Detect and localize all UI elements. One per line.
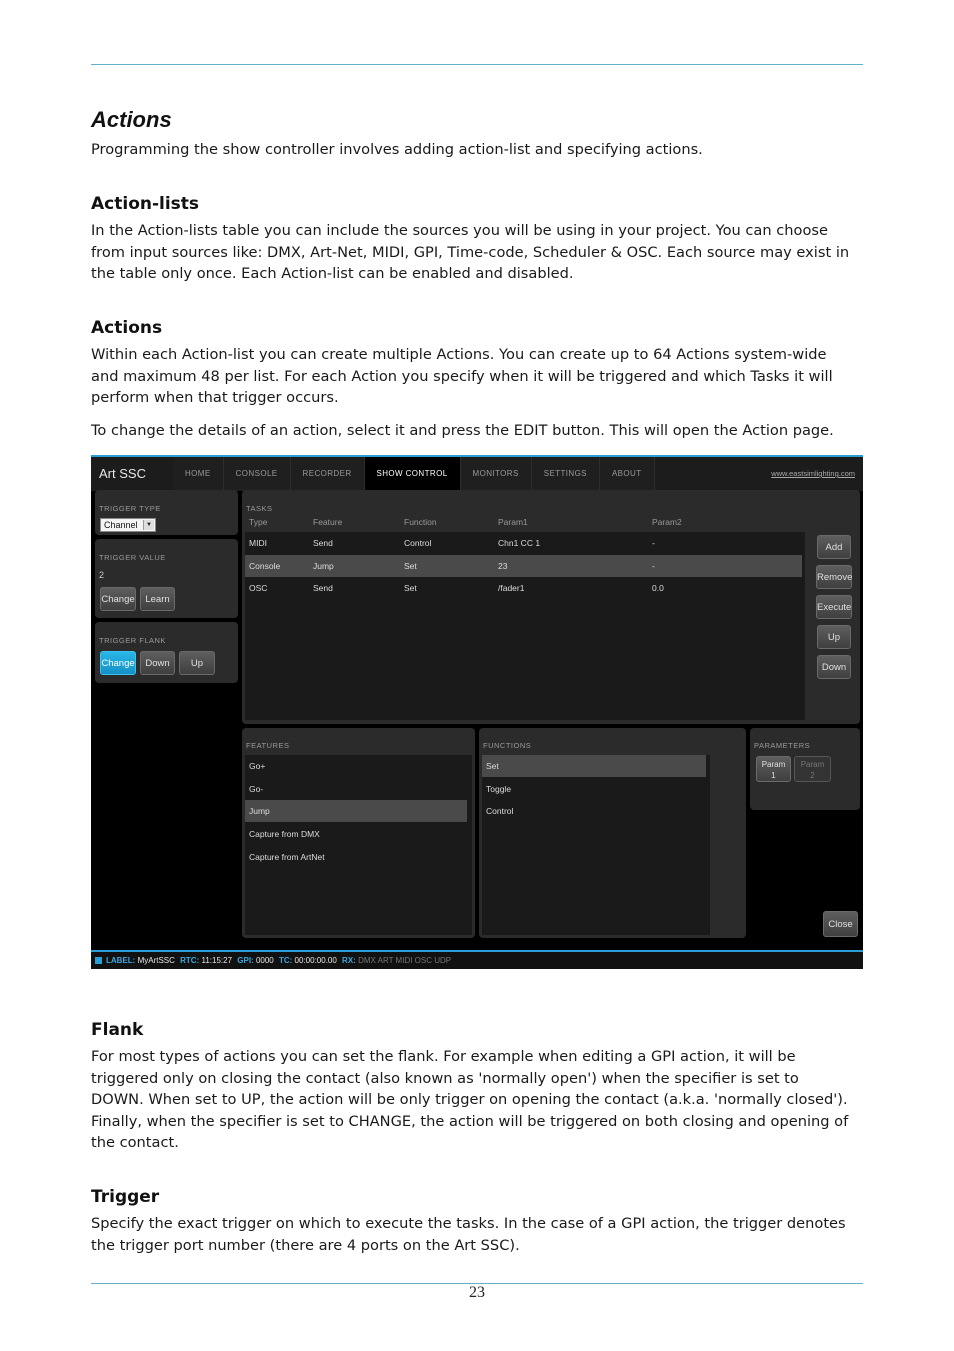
cell-param1: 23 [498, 561, 508, 571]
param2-button [794, 756, 831, 782]
cell-param1: Chn1 CC 1 [498, 538, 541, 548]
text-line: Specify the exact trigger on which to execute the tasks. In the case of a GPI action, the trigger denotes [91, 1215, 846, 1232]
param1-number: 1 [771, 771, 776, 780]
text-line: from input sources like: DMX, Art-Net, MIDI, GPI, Time-code, Scheduler & OSC. Each source may exist in [91, 243, 850, 261]
text-line: Finally, when the specifier is set to CHANGE, the action will be triggered on both closing and opening of [91, 1112, 849, 1130]
functions-list [482, 755, 710, 935]
features-title: FEATURES [246, 741, 290, 750]
heading-action-lists: Action-lists [91, 194, 200, 214]
heading-flank: Flank [91, 1020, 144, 1040]
text-line: perform when that trigger occurs. [91, 389, 339, 407]
status-rtc-value: 11:15:27 [201, 956, 233, 965]
intro-text: Programming the show controller involves adding action-list and specifying actions. [91, 141, 703, 158]
cell-feature: Send [313, 538, 333, 548]
tasks-table [245, 532, 805, 720]
text-line: the table only once. Each Action-list can be enabled and disabled. [91, 265, 574, 283]
move-up-button[interactable]: Up [817, 625, 851, 649]
col-type: Type [249, 517, 268, 527]
list-item[interactable]: Control [486, 806, 514, 816]
app-screenshot [91, 455, 863, 969]
status-bar [91, 950, 863, 969]
tasks-title: TASKS [246, 504, 273, 513]
cell-type: MIDI [249, 538, 267, 548]
top-nav-bar [91, 455, 863, 491]
col-function: Function [404, 517, 437, 527]
cell-param2: - [652, 561, 655, 571]
list-item[interactable]: Set [482, 755, 706, 777]
status-indicator-icon [95, 957, 102, 964]
cell-param2: - [652, 538, 655, 548]
cell-feature: Jump [313, 561, 334, 571]
action-lists-text [91, 220, 863, 285]
edit-text: To change the details of an action, select it and press the EDIT button. This will open the Action page. [91, 422, 834, 439]
text-line: Within each Action-list you can create multiple Actions. You can create up to 64 Actions system-wide [91, 346, 827, 363]
main-nav [173, 457, 655, 491]
functions-title: FUNCTIONS [483, 741, 532, 750]
nav-home[interactable]: HOME [173, 457, 224, 491]
status-tc-key: TC: [278, 956, 293, 965]
text-line: triggered only on closing the contact (also known as 'normally open') when the specifier is set to [91, 1069, 799, 1087]
features-list [245, 755, 472, 935]
table-row[interactable] [245, 555, 802, 577]
list-item[interactable]: Capture from DMX [249, 829, 320, 839]
actions-text [91, 344, 863, 409]
flank-down-button[interactable]: Down [140, 651, 175, 675]
nav-recorder[interactable]: RECORDER [291, 457, 365, 491]
nav-about[interactable]: ABOUT [600, 457, 655, 491]
heading-actions-sub: Actions [91, 318, 163, 338]
website-link[interactable]: www.eastsimlighting.com [771, 469, 855, 478]
cell-feature: Send [313, 583, 333, 593]
col-feature: Feature [313, 517, 343, 527]
status-rtc-key: RTC: [180, 956, 200, 965]
trigger-value-title: TRIGGER VALUE [99, 553, 166, 562]
trigger-type-value: Channel [104, 520, 138, 530]
param1-label: Param [761, 760, 786, 769]
list-item[interactable]: Jump [245, 800, 467, 822]
heading-trigger: Trigger [91, 1187, 160, 1207]
top-rule [91, 64, 863, 65]
trigger-type-title: TRIGGER TYPE [99, 504, 161, 513]
trigger-value-panel [95, 539, 238, 618]
list-item[interactable]: Toggle [486, 784, 512, 794]
cell-function: Set [404, 561, 417, 571]
status-rx-key: RX: [342, 956, 356, 965]
page-number: 23 [469, 1284, 485, 1301]
table-row[interactable] [245, 577, 802, 599]
execute-task-button[interactable]: Execute [816, 595, 852, 619]
cell-type: Console [249, 561, 281, 571]
trigger-flank-title: TRIGGER FLANK [99, 636, 166, 645]
chevron-down-icon: ▼ [143, 520, 154, 530]
param2-label: Param [800, 760, 825, 769]
close-button[interactable]: Close [823, 911, 858, 937]
heading-actions: Actions [91, 107, 172, 132]
text-line: DOWN. When set to UP, the action will be only trigger on opening the contact (a.k.a. 'normally closed'). [91, 1091, 848, 1109]
status-gpi-key: GPI: [237, 956, 254, 965]
nav-console[interactable]: CONSOLE [224, 457, 291, 491]
list-item[interactable]: Go+ [249, 761, 266, 771]
nav-monitors[interactable]: MONITORS [461, 457, 532, 491]
trigger-type-panel [95, 490, 238, 535]
flank-text [91, 1046, 863, 1154]
param2-number: 2 [810, 771, 815, 780]
cell-type: OSC [249, 583, 268, 593]
text-line: the trigger port number (there are 4 ports on the Art SSC). [91, 1236, 520, 1254]
remove-task-button[interactable]: Remove [816, 565, 852, 589]
trigger-value-change-button[interactable]: Change [100, 587, 136, 611]
cell-param2: 0.0 [652, 583, 664, 593]
add-task-button[interactable]: Add [817, 535, 851, 559]
status-tc-value: 00:00:00.00 [294, 956, 337, 965]
text-line: In the Action-lists table you can include the sources you will be using in your project. You can choose [91, 222, 828, 239]
flank-up-button[interactable]: Up [179, 651, 215, 675]
parameters-panel [750, 728, 860, 810]
table-row[interactable] [245, 532, 802, 554]
learn-button[interactable]: Learn [140, 587, 175, 611]
cell-function: Set [404, 583, 417, 593]
trigger-flank-panel [95, 622, 238, 683]
param1-button[interactable] [756, 756, 791, 782]
col-param1: Param1 [498, 517, 528, 527]
move-down-button[interactable]: Down [817, 655, 851, 679]
trigger-value: 2 [99, 570, 105, 580]
status-label-value: MyArtSSC [137, 956, 175, 965]
text-line: For most types of actions you can set the flank. For example when editing a GPI action, it will be [91, 1048, 796, 1065]
text-line: the contact. [91, 1134, 179, 1152]
app-brand: Art SSC [99, 466, 146, 481]
list-item[interactable]: Go- [249, 784, 264, 794]
status-rx-value: DMX ART MIDI OSC UDP [358, 956, 452, 965]
text-line: and maximum 48 per list. For each Action you specify when it will be triggered and which Tasks it will [91, 367, 833, 385]
flank-change-button[interactable]: Change [100, 651, 136, 675]
cell-function: Control [404, 538, 432, 548]
trigger-type-select[interactable] [100, 518, 156, 532]
trigger-text [91, 1213, 863, 1256]
parameters-title: PARAMETERS [754, 741, 811, 750]
nav-settings[interactable]: SETTINGS [532, 457, 600, 491]
nav-show-control[interactable]: SHOW CONTROL [365, 457, 461, 491]
list-item[interactable]: Capture from ArtNet [249, 852, 325, 862]
status-gpi-value: 0000 [255, 956, 274, 965]
cell-param1: /fader1 [498, 583, 525, 593]
col-param2: Param2 [652, 517, 682, 527]
status-label-key: LABEL: [106, 956, 136, 965]
